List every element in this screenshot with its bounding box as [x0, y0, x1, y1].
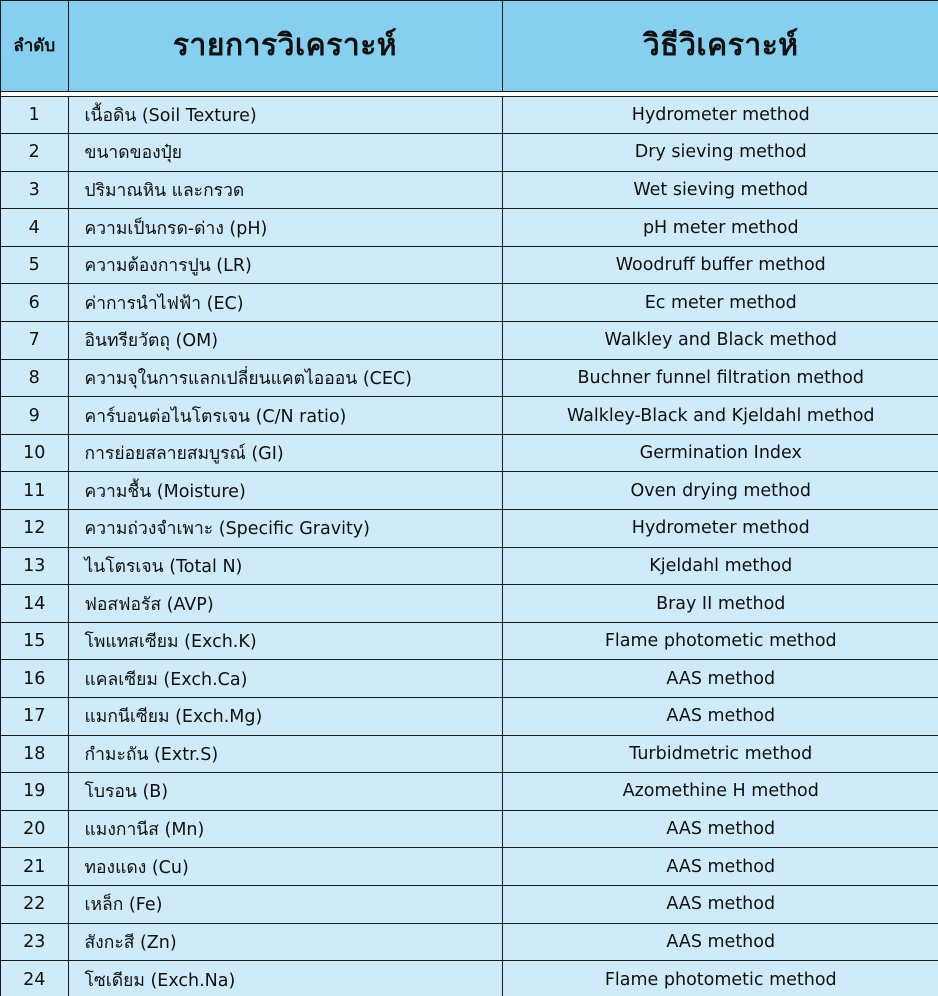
analysis-method: Oven drying method — [502, 472, 938, 510]
analysis-item: ขนาดของปุ๋ย — [68, 134, 502, 172]
analysis-table — [1, 1, 938, 996]
table-row — [1, 434, 938, 472]
analysis-item: กำมะถัน (Extr.S) — [68, 735, 502, 773]
analysis-item: คาร์บอนต่อไนโตรเจน (C/N ratio) — [68, 397, 502, 435]
row-number: 22 — [1, 885, 68, 923]
row-number: 7 — [1, 322, 68, 360]
table-row — [1, 209, 938, 247]
header-row — [1, 1, 938, 91]
analysis-method: Flame photometic method — [502, 622, 938, 660]
analysis-method: AAS method — [502, 848, 938, 886]
table-row — [1, 322, 938, 360]
row-number: 13 — [1, 547, 68, 585]
table-row — [1, 773, 938, 811]
analysis-item: โซเดียม (Exch.Na) — [68, 961, 502, 996]
analysis-item: ค่าการนำไฟฟ้า (EC) — [68, 284, 502, 322]
analysis-item: ปริมาณหิน และกรวด — [68, 171, 502, 209]
table-row — [1, 547, 938, 585]
analysis-method: Walkley and Black method — [502, 322, 938, 360]
table-row — [1, 134, 938, 172]
row-number: 12 — [1, 510, 68, 548]
table-row — [1, 885, 938, 923]
analysis-method: Flame photometic method — [502, 961, 938, 996]
analysis-method: Germination Index — [502, 434, 938, 472]
analysis-item: ความถ่วงจำเพาะ (Specific Gravity) — [68, 510, 502, 548]
row-number: 4 — [1, 209, 68, 247]
table-row — [1, 961, 938, 996]
analysis-item: ความต้องการปูน (LR) — [68, 246, 502, 284]
analysis-item: แมกนีเซียม (Exch.Mg) — [68, 698, 502, 736]
table-row — [1, 848, 938, 886]
row-number: 23 — [1, 923, 68, 961]
row-number: 21 — [1, 848, 68, 886]
table-row — [1, 622, 938, 660]
analysis-item: ไนโตรเจน (Total N) — [68, 547, 502, 585]
analysis-method: Dry sieving method — [502, 134, 938, 172]
analysis-item: การย่อยสลายสมบูรณ์ (GI) — [68, 434, 502, 472]
header-method: วิธีวิเคราะห์ — [502, 1, 938, 91]
analysis-item: อินทรียวัตถุ (OM) — [68, 322, 502, 360]
row-number: 2 — [1, 134, 68, 172]
row-number: 16 — [1, 660, 68, 698]
analysis-method: Hydrometer method — [502, 96, 938, 134]
analysis-method: Azomethine H method — [502, 773, 938, 811]
table-row — [1, 96, 938, 134]
analysis-method: AAS method — [502, 660, 938, 698]
row-number: 20 — [1, 810, 68, 848]
analysis-item: แคลเซียม (Exch.Ca) — [68, 660, 502, 698]
row-number: 3 — [1, 171, 68, 209]
analysis-method: Hydrometer method — [502, 510, 938, 548]
table-row — [1, 246, 938, 284]
analysis-method: AAS method — [502, 923, 938, 961]
analysis-method: Ec meter method — [502, 284, 938, 322]
analysis-method: AAS method — [502, 885, 938, 923]
analysis-item: ฟอสฟอรัส (AVP) — [68, 585, 502, 623]
row-number: 14 — [1, 585, 68, 623]
analysis-item: ความจุในการแลกเปลี่ยนแคตไอออน (CEC) — [68, 359, 502, 397]
row-number: 8 — [1, 359, 68, 397]
row-number: 9 — [1, 397, 68, 435]
table-row — [1, 585, 938, 623]
analysis-method: Walkley-Black and Kjeldahl method — [502, 397, 938, 435]
row-number: 6 — [1, 284, 68, 322]
analysis-item: เหล็ก (Fe) — [68, 885, 502, 923]
table-row — [1, 472, 938, 510]
header-item: รายการวิเคราะห์ — [68, 1, 502, 91]
analysis-item: โบรอน (B) — [68, 773, 502, 811]
row-number: 15 — [1, 622, 68, 660]
table-row — [1, 923, 938, 961]
analysis-item: สังกะสี (Zn) — [68, 923, 502, 961]
row-number: 24 — [1, 961, 68, 996]
row-number: 17 — [1, 698, 68, 736]
table-row — [1, 510, 938, 548]
analysis-item: แมงกานีส (Mn) — [68, 810, 502, 848]
analysis-method: AAS method — [502, 698, 938, 736]
analysis-method: pH meter method — [502, 209, 938, 247]
table-body — [1, 91, 938, 996]
table-row — [1, 397, 938, 435]
header-no: ลำดับ — [1, 1, 68, 91]
analysis-item: ความเป็นกรด-ด่าง (pH) — [68, 209, 502, 247]
table-row — [1, 735, 938, 773]
row-number: 11 — [1, 472, 68, 510]
analysis-method: Bray II method — [502, 585, 938, 623]
analysis-method: AAS method — [502, 810, 938, 848]
analysis-method: Turbidmetric method — [502, 735, 938, 773]
analysis-item: โพแทสเซียม (Exch.K) — [68, 622, 502, 660]
table-row — [1, 660, 938, 698]
table-row — [1, 810, 938, 848]
row-number: 18 — [1, 735, 68, 773]
row-number: 1 — [1, 96, 68, 134]
table-row — [1, 284, 938, 322]
table-row — [1, 698, 938, 736]
table-row — [1, 171, 938, 209]
table-row — [1, 359, 938, 397]
analysis-method: Kjeldahl method — [502, 547, 938, 585]
analysis-method: Woodruff buffer method — [502, 246, 938, 284]
analysis-item: ทองแดง (Cu) — [68, 848, 502, 886]
analysis-item: เนื้อดิน (Soil Texture) — [68, 96, 502, 134]
analysis-method: Wet sieving method — [502, 171, 938, 209]
analysis-item: ความชื้น (Moisture) — [68, 472, 502, 510]
row-number: 5 — [1, 246, 68, 284]
table-header — [1, 1, 938, 91]
row-number: 19 — [1, 773, 68, 811]
analysis-method: Buchner funnel filtration method — [502, 359, 938, 397]
row-number: 10 — [1, 434, 68, 472]
